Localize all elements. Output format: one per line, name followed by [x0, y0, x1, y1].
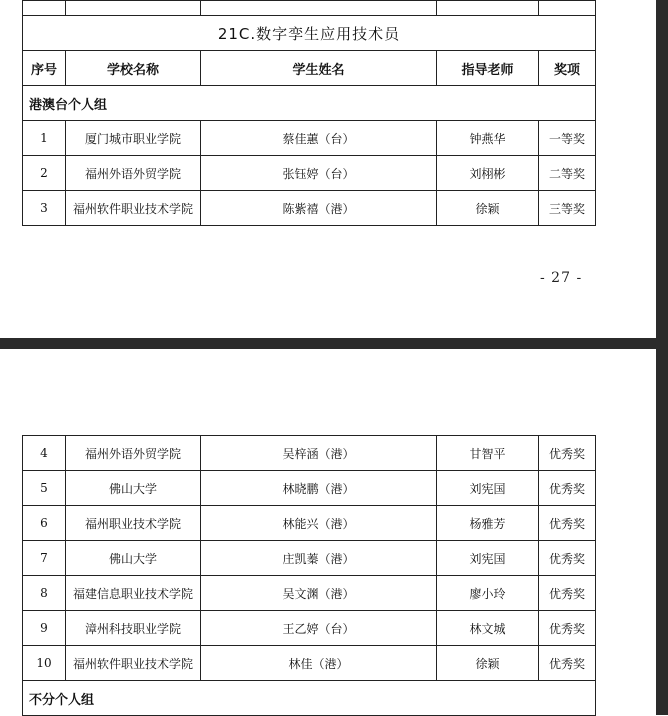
- cell-no: 2: [23, 156, 66, 191]
- cell-student: 张钰婷（台）: [201, 156, 437, 191]
- cell-school: 福州软件职业技术学院: [66, 191, 201, 226]
- cell-school: 厦门城市职业学院: [66, 121, 201, 156]
- cell-no: 1: [23, 121, 66, 156]
- cell-award: 二等奖: [539, 156, 596, 191]
- group-row: [23, 86, 596, 121]
- cell-award: 优秀奖: [539, 576, 596, 611]
- cell-award: 优秀奖: [539, 541, 596, 576]
- viewer-page-gap: [0, 338, 668, 349]
- cell-teacher: 刘宪国: [437, 541, 539, 576]
- cell-award: 优秀奖: [539, 471, 596, 506]
- table-row: [23, 541, 596, 576]
- cell-teacher: 刘栩彬: [437, 156, 539, 191]
- truncated-row: [23, 1, 596, 16]
- document-page-27: [0, 0, 656, 338]
- cell-no: 3: [23, 191, 66, 226]
- cell-school: 漳州科技职业学院: [66, 611, 201, 646]
- cell-school: 福州外语外贸学院: [66, 436, 201, 471]
- cell-award: 三等奖: [539, 191, 596, 226]
- award-table: [22, 0, 596, 226]
- cell-no: 8: [23, 576, 66, 611]
- cell-no: 7: [23, 541, 66, 576]
- award-table-continued: [22, 435, 596, 716]
- cell-student: 林能兴（港）: [201, 506, 437, 541]
- cell-school: 佛山大学: [66, 541, 201, 576]
- group-row: [23, 681, 596, 716]
- page-number: - 27 -: [540, 270, 583, 286]
- cell-teacher: 杨雅芳: [437, 506, 539, 541]
- table-row: [23, 471, 596, 506]
- cell-teacher: 甘智平: [437, 436, 539, 471]
- cell-teacher: 刘宪国: [437, 471, 539, 506]
- cell-teacher: 廖小玲: [437, 576, 539, 611]
- cell-teacher: 徐颖: [437, 646, 539, 681]
- viewer-gutter-right: [656, 0, 668, 715]
- header-no: 序号: [23, 51, 66, 86]
- group-label: 不分个人组: [23, 681, 596, 716]
- header-teacher: 指导老师: [437, 51, 539, 86]
- cell-student: 庄凯蓁（港）: [201, 541, 437, 576]
- cell-school: 福州软件职业技术学院: [66, 646, 201, 681]
- cell-no: 6: [23, 506, 66, 541]
- table-row: [23, 576, 596, 611]
- cell-award: 一等奖: [539, 121, 596, 156]
- cell-student: 陈紫禧（港）: [201, 191, 437, 226]
- cell-no: 4: [23, 436, 66, 471]
- cell-school: 福州职业技术学院: [66, 506, 201, 541]
- cell-school: 佛山大学: [66, 471, 201, 506]
- cell-student: 林晓鹏（港）: [201, 471, 437, 506]
- cell-award: 优秀奖: [539, 611, 596, 646]
- header-student: 学生姓名: [201, 51, 437, 86]
- table-row: [23, 506, 596, 541]
- cell-student: 蔡佳蕙（台）: [201, 121, 437, 156]
- cell-no: 5: [23, 471, 66, 506]
- cell-teacher: 徐颖: [437, 191, 539, 226]
- table-row: [23, 156, 596, 191]
- table-row: [23, 436, 596, 471]
- section-title-row: [23, 16, 596, 51]
- table-row: [23, 646, 596, 681]
- table-header-row: [23, 51, 596, 86]
- section-title: 21C.数字孪生应用技术员: [23, 16, 596, 51]
- header-school: 学校名称: [66, 51, 201, 86]
- cell-school: 福建信息职业技术学院: [66, 576, 201, 611]
- cell-student: 吴文渊（港）: [201, 576, 437, 611]
- group-label: 港澳台个人组: [23, 86, 596, 121]
- table-row: [23, 611, 596, 646]
- cell-student: 吴梓涵（港）: [201, 436, 437, 471]
- cell-no: 10: [23, 646, 66, 681]
- table-row: [23, 191, 596, 226]
- cell-award: 优秀奖: [539, 436, 596, 471]
- cell-student: 王乙婷（台）: [201, 611, 437, 646]
- cell-teacher: 钟燕华: [437, 121, 539, 156]
- table-row: [23, 121, 596, 156]
- cell-award: 优秀奖: [539, 646, 596, 681]
- cell-school: 福州外语外贸学院: [66, 156, 201, 191]
- header-award: 奖项: [539, 51, 596, 86]
- cell-student: 林佳（港）: [201, 646, 437, 681]
- cell-teacher: 林文城: [437, 611, 539, 646]
- cell-no: 9: [23, 611, 66, 646]
- cell-award: 优秀奖: [539, 506, 596, 541]
- document-page-28: [0, 349, 656, 715]
